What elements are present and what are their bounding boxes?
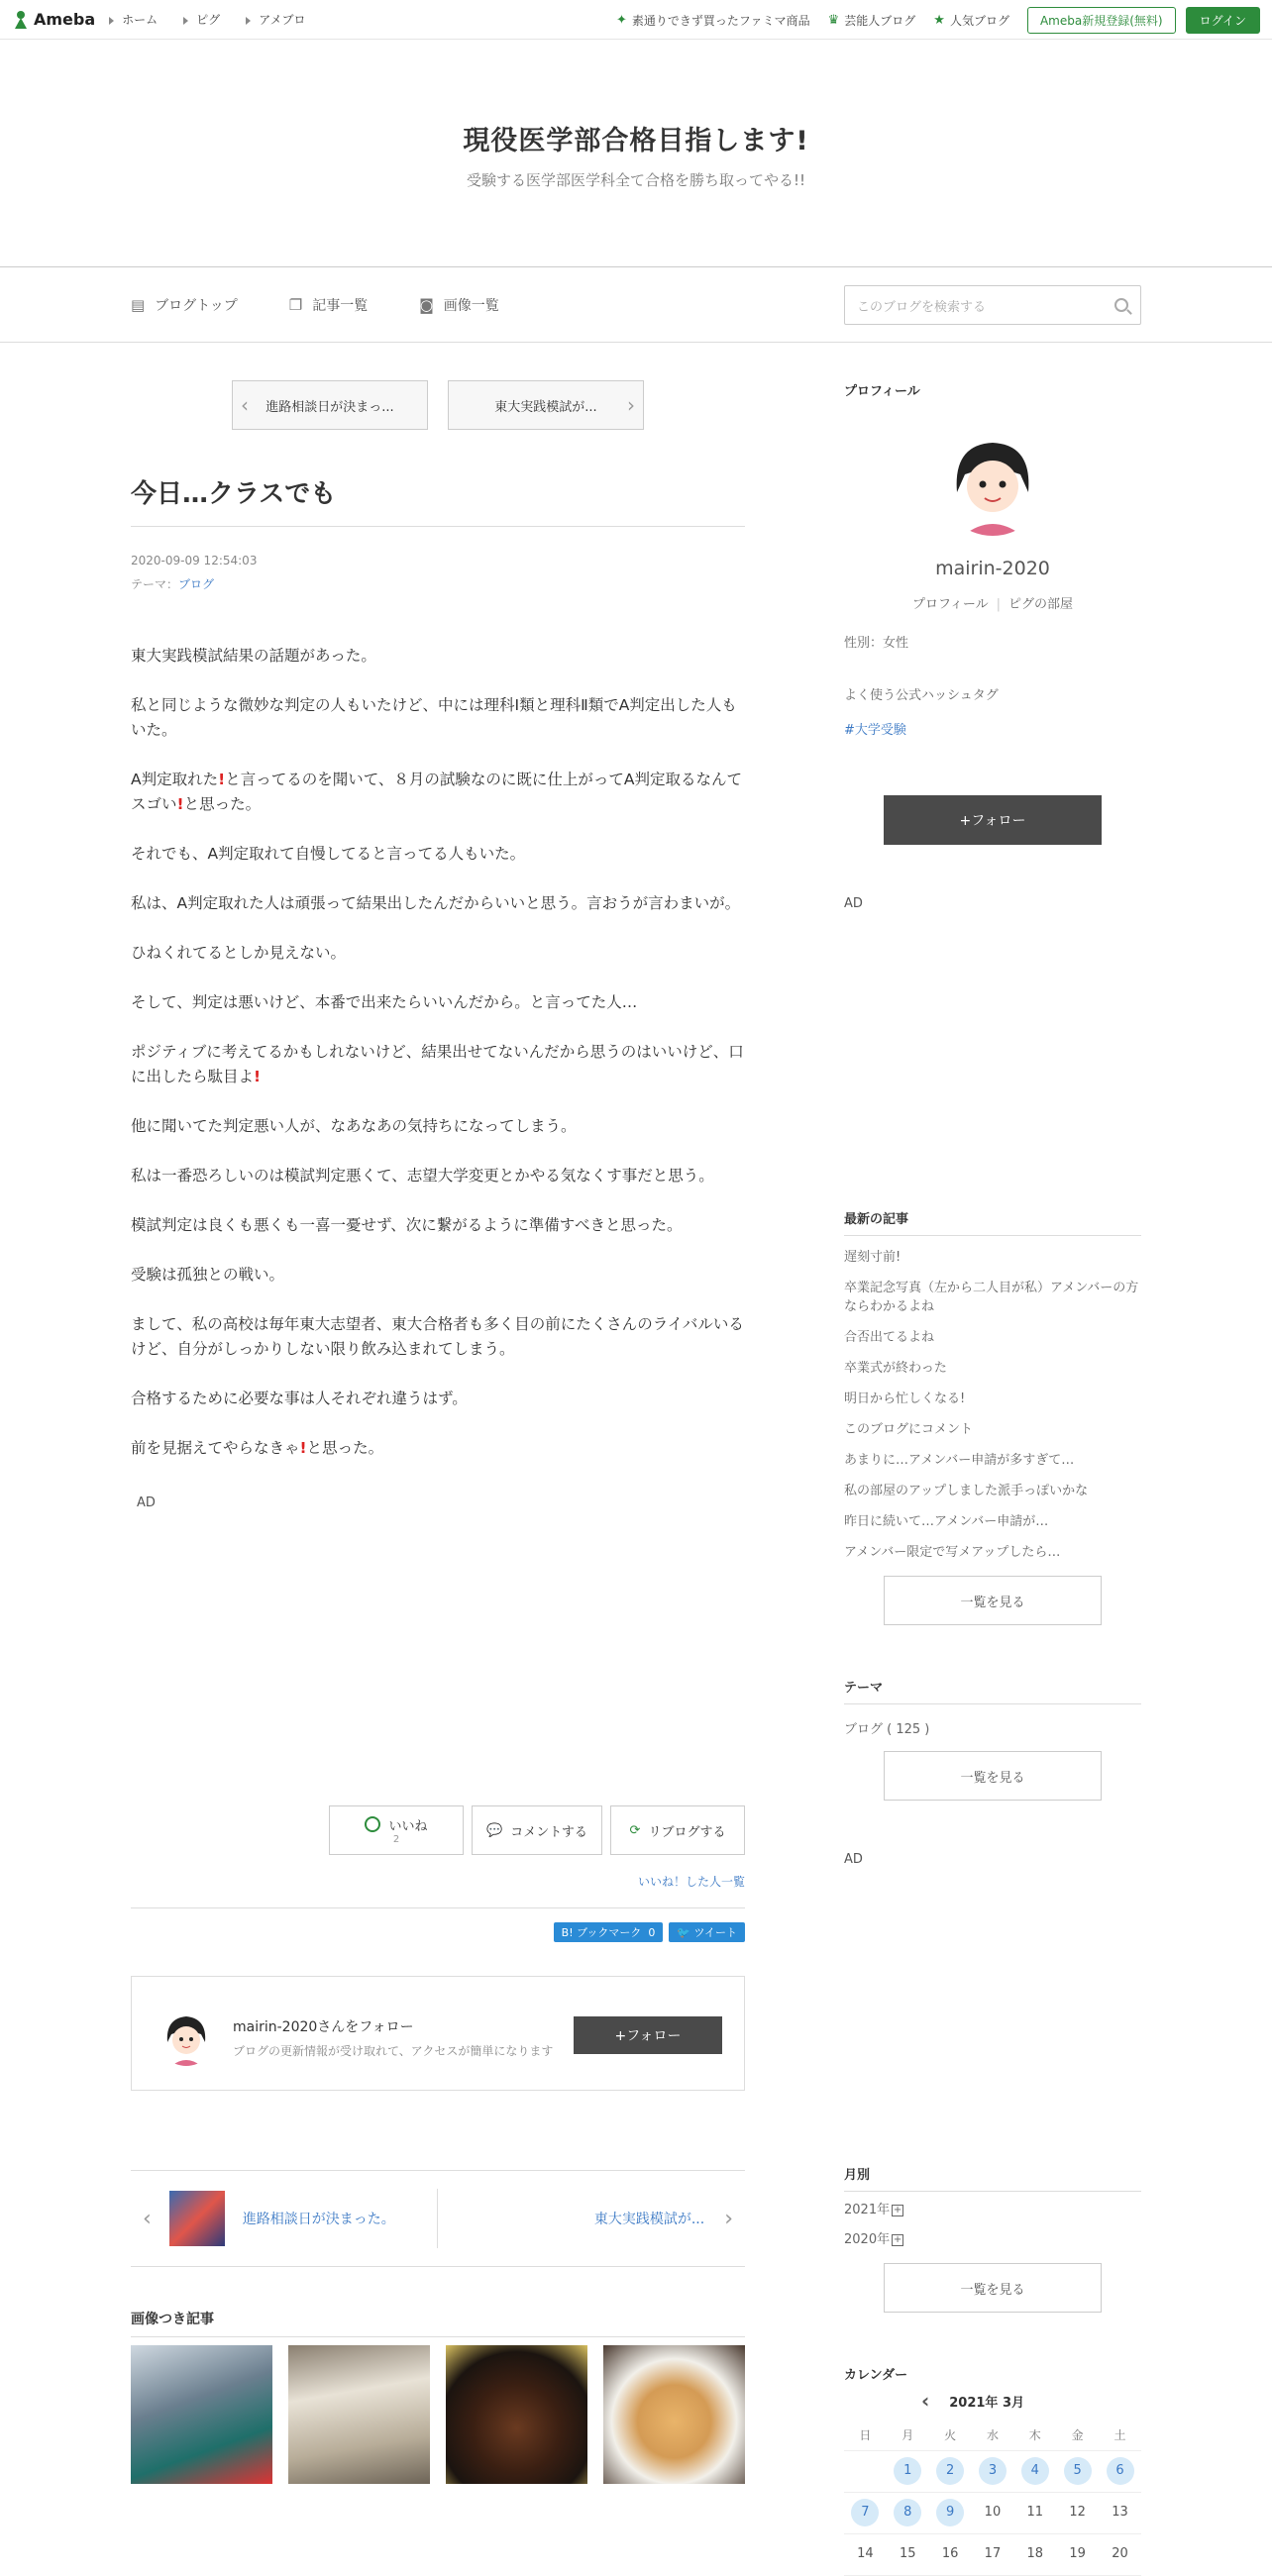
sidebar-follow-button[interactable]: +フォロー: [884, 795, 1102, 845]
recent-heading: 最新の記事: [844, 1208, 1141, 1236]
calendar-day: 18: [1026, 2546, 1044, 2561]
calendar-weekday: 月: [887, 2421, 929, 2450]
recent-posts-list: [844, 1242, 1141, 1568]
star-icon: ★: [933, 12, 945, 28]
image-post-thumb[interactable]: [288, 2345, 430, 2484]
recent-more-button[interactable]: 一覧を見る: [884, 1576, 1102, 1625]
post-pager-top: [131, 380, 745, 430]
calendar-day[interactable]: 8: [894, 2499, 921, 2526]
paragraph-text: 私は、A判定取れた人は頑張って結果出したんだからいいと思う。言おうが言わまいが。: [131, 894, 741, 912]
post-paragraph: [131, 1387, 745, 1411]
post-paragraph: [131, 1114, 745, 1139]
paragraph-text: 前を見据えてやらなきゃ: [131, 1439, 300, 1457]
calendar-heading: カレンダー: [844, 2368, 908, 2383]
post-paragraph: [131, 990, 745, 1015]
exclamation-icon: !: [299, 1439, 307, 1457]
theme-more-button[interactable]: 一覧を見る: [884, 1751, 1102, 1801]
sidebar-ad2-label: AD: [844, 1852, 863, 1867]
paragraph-text: と言ってるのを聞いて、８月の試験なのに既に仕上がってA判定取るなんてスゴい: [131, 771, 742, 813]
hashtag-link[interactable]: #大学受験: [844, 723, 906, 738]
calendar-day[interactable]: 6: [1107, 2457, 1134, 2485]
recent-post-link[interactable]: 昨日に続いて…アメンバー申請が…: [844, 1514, 1049, 1529]
recent-post-link[interactable]: 卒業式が終わった: [844, 1361, 947, 1376]
follow-avatar: [158, 2009, 215, 2066]
image-post-thumb[interactable]: [131, 2345, 272, 2484]
main-column: [131, 380, 745, 2484]
paragraph-text: と思った。: [306, 1439, 384, 1457]
monthly-more-button[interactable]: 一覧を見る: [884, 2263, 1102, 2313]
post-title: 今日…クラスでも: [131, 473, 745, 527]
sidebar-ad-label: AD: [844, 896, 863, 911]
post-paragraph: [131, 1164, 745, 1188]
recent-post-link[interactable]: アメンバー限定で写メアップしたら…: [844, 1545, 1061, 1560]
reblog-button[interactable]: ⟳ リブログする: [610, 1805, 745, 1855]
chevron-left-icon[interactable]: ‹: [920, 2389, 930, 2413]
calendar-day: 17: [984, 2546, 1002, 2561]
sidebar-ad-space: [844, 911, 1141, 1208]
calendar-table: [844, 2421, 1141, 2576]
exclamation-icon: !: [218, 771, 226, 788]
link-celebrity-blog[interactable]: ♛ 芸能人ブログ: [827, 12, 916, 28]
calendar-weekday: 日: [844, 2421, 887, 2450]
like-button[interactable]: いいね 2: [329, 1805, 464, 1855]
blog-search-input[interactable]: [844, 285, 1141, 325]
month-item[interactable]: 2020年 +: [844, 2232, 902, 2247]
paragraph-text: 模試判定は良くも悪くも一喜一憂せず、次に繋がるように準備すべきと思った。: [131, 1216, 683, 1234]
liked-users-link[interactable]: いいね！した人一覧: [637, 1875, 745, 1889]
link-popular-blog[interactable]: ★ 人気ブログ: [933, 12, 1009, 28]
blog-nav: [0, 267, 1272, 343]
profile-sex: 性別：女性: [844, 636, 909, 651]
header-right: [616, 0, 1260, 40]
follow-box: [131, 1976, 745, 2091]
profile-links: プロフィール | ピグの部屋: [911, 597, 1074, 612]
paragraph-text: A判定取れた: [131, 771, 219, 788]
calendar-day[interactable]: 9: [936, 2499, 964, 2526]
expand-plus-icon[interactable]: +: [893, 2233, 902, 2245]
calendar-day[interactable]: 5: [1064, 2457, 1092, 2485]
recent-post-link[interactable]: このブログにコメント: [844, 1422, 974, 1437]
image-posts-heading: 画像つき記事: [131, 2309, 745, 2337]
nav-pigg[interactable]: ピグ: [183, 11, 220, 28]
exclamation-icon: !: [254, 1068, 262, 1085]
sidebar-ad2-space: [844, 1867, 1141, 2164]
follow-desc: ブログの更新情報が受け取れて、アクセスが簡単になります: [233, 2044, 554, 2058]
calendar-day: 15: [899, 2546, 916, 2561]
calendar-weekday: 土: [1099, 2421, 1141, 2450]
calendar-day: 13: [1112, 2505, 1128, 2520]
sidebar: [844, 380, 1141, 2576]
nav-image-list[interactable]: ◙ 画像一覧: [419, 295, 499, 314]
pig-room-link[interactable]: ピグの部屋: [1008, 597, 1074, 612]
search-icon[interactable]: [1114, 298, 1128, 312]
calendar-day[interactable]: 4: [1021, 2457, 1049, 2485]
paragraph-text: まして、私の高校は毎年東大志望者、東大合格者も多く目の前にたくさんのライバルいるけど、自分がしっかりしない限り飲み込まれてしまう。: [131, 1315, 744, 1358]
calendar-day[interactable]: 3: [979, 2457, 1007, 2485]
profile-avatar[interactable]: [939, 429, 1046, 536]
recent-post-link[interactable]: 卒業記念写真（左から二人目が私）アメンバーの方ならわかるよね: [844, 1281, 1139, 1314]
nav-amebablog[interactable]: アメブロ: [246, 11, 305, 28]
ameba-logo-icon: [12, 9, 30, 31]
theme-heading: テーマ: [844, 1677, 1141, 1704]
sparkle-icon: ✦: [615, 12, 627, 28]
ad-space: [131, 1510, 745, 1805]
ad-label: AD: [137, 1495, 156, 1510]
calendar-day: 20: [1112, 2546, 1128, 2561]
calendar-day[interactable]: 2: [936, 2457, 964, 2485]
blog-header: [0, 40, 1272, 267]
paragraph-text: 私は一番恐ろしいのは模試判定悪くて、志望大学変更とかやる気なくす事だと思う。: [131, 1167, 714, 1185]
profile-username[interactable]: mairin-2020: [935, 558, 1050, 579]
calendar-weekday: 金: [1056, 2421, 1099, 2450]
calendar-day[interactable]: 1: [894, 2457, 921, 2485]
prev-post-button[interactable]: ‹ 進路相談日が決まっ...: [232, 380, 428, 430]
chevron-right-icon: ›: [724, 2206, 733, 2231]
chevron-left-icon: ‹: [143, 2206, 152, 2231]
copy-icon: ❐: [288, 295, 303, 314]
smile-icon: [365, 1816, 380, 1832]
ameba-logo[interactable]: [12, 9, 95, 31]
recent-post-link[interactable]: 明日から忙しくなる!: [844, 1391, 966, 1406]
prev-post-thumbnail: [169, 2191, 225, 2246]
monthly-heading: 月別: [844, 2164, 1141, 2192]
calendar-day: 19: [1069, 2546, 1086, 2561]
post-paragraph: [131, 1312, 745, 1362]
month-item[interactable]: 2021年 +: [844, 2203, 902, 2217]
reaction-buttons: [131, 1805, 745, 1855]
calendar-header: [844, 2389, 1141, 2413]
crown-icon: ♛: [827, 12, 840, 28]
calendar-weekday: 火: [929, 2421, 972, 2450]
theme-item-blog[interactable]: ブログ ( 125 ): [844, 1722, 930, 1737]
global-nav: [109, 11, 305, 28]
paragraph-text: 私と同じような微妙な判定の人もいたけど、中には理科Ⅰ類と理科Ⅱ類でA判定出した人もいた。: [131, 696, 737, 739]
paragraph-text: 他に聞いてた判定悪い人が、なあなあの気持ちになってしまう。: [131, 1117, 577, 1135]
reblog-icon: ⟳: [629, 1822, 641, 1838]
image-post-thumb[interactable]: [446, 2345, 587, 2484]
post-paragraph: [131, 644, 745, 669]
login-button[interactable]: ログイン: [1186, 7, 1260, 34]
calendar-day: [851, 2455, 879, 2483]
calendar-day: 16: [941, 2546, 959, 2561]
paragraph-text: そして、判定は悪いけど、本番で出来たらいいんだから。と言ってた人…: [131, 993, 638, 1011]
global-header: [0, 0, 1272, 40]
calendar-day: 12: [1069, 2505, 1086, 2520]
paragraph-text: ひねくれてるとしか見えない。: [131, 944, 347, 962]
calendar-day: 11: [1026, 2505, 1044, 2520]
post-paragraph: [131, 768, 745, 817]
profile-link[interactable]: プロフィール: [911, 597, 989, 612]
chevron-right-icon: ›: [627, 393, 635, 417]
post-paragraph: [131, 891, 745, 916]
paragraph-text: 受験は孤独との戦い。: [131, 1266, 285, 1284]
post-paragraph: [131, 941, 745, 966]
paragraph-text: 合格するために必要な事は人それぞれ違うはず。: [131, 1390, 468, 1407]
paragraph-text: ポジティブに考えてるかもしれないけど、結果出せてないんだから思うのはいいけど、口に出したら駄目よ: [131, 1043, 744, 1085]
recent-post-link[interactable]: 合否出てるよね: [844, 1330, 935, 1345]
image-post-thumb[interactable]: [603, 2345, 745, 2484]
blog-subtitle: 受験する医学部医学科全て合格を勝ち取ってやる!!: [466, 171, 806, 189]
calendar-day[interactable]: 7: [851, 2499, 879, 2526]
post-body: [131, 644, 745, 1461]
recent-post-link[interactable]: あまりに…アメンバー申請が多すぎて…: [844, 1453, 1075, 1468]
register-button[interactable]: Ameba新規登録(無料): [1027, 7, 1176, 34]
search-placeholder: このブログを検索する: [857, 299, 987, 315]
nav-entry-list[interactable]: ❐ 記事一覧: [288, 295, 369, 314]
next-post-link[interactable]: 東大実践模試が... ›: [593, 2206, 733, 2231]
post-date: 2020-09-09 12:54:03: [131, 554, 258, 567]
image-posts: [131, 2345, 745, 2484]
post-pager-bottom: [131, 2170, 745, 2267]
expand-plus-icon[interactable]: +: [893, 2204, 902, 2215]
recent-post-link[interactable]: 私の部屋のアップしました派手っぽいかな: [844, 1484, 1089, 1498]
calendar-month: 2021年 3月: [949, 2395, 1024, 2411]
paragraph-text: それでも、A判定取れて自慢してると言ってる人もいた。: [131, 845, 526, 863]
tweet-button[interactable]: 🐦 ツイート: [669, 1922, 745, 1942]
post-theme: テーマ：ブログ: [131, 577, 215, 591]
post-theme-link[interactable]: ブログ: [178, 577, 215, 591]
calendar-day: 10: [984, 2505, 1002, 2520]
hatena-bookmark-button[interactable]: B! ブックマーク 0: [554, 1922, 664, 1942]
prev-post-link[interactable]: ‹ 進路相談日が決まった。: [131, 2189, 438, 2248]
nav-home[interactable]: ホーム: [109, 11, 158, 28]
exclamation-icon: !: [176, 795, 184, 813]
comment-button[interactable]: 💬 コメントする: [472, 1805, 602, 1855]
document-icon: ▤: [131, 295, 146, 314]
post-paragraph: [131, 693, 745, 743]
follow-button[interactable]: +フォロー: [574, 2016, 722, 2054]
post-paragraph: [131, 1436, 745, 1461]
like-count: 2: [392, 1833, 400, 1845]
recent-post-link[interactable]: 遅刻寸前!: [844, 1250, 901, 1265]
blog-title[interactable]: 現役医学部合格目指します!: [463, 126, 809, 156]
paragraph-text: と思った。: [183, 795, 262, 813]
calendar-weekday: 木: [1013, 2421, 1056, 2450]
post-meta: [131, 549, 745, 596]
follow-name: mairin-2020さんをフォロー: [233, 2019, 414, 2035]
twitter-icon: 🐦: [677, 1926, 691, 1939]
next-post-button[interactable]: 東大実践模試が... ›: [448, 380, 644, 430]
profile-heading: プロフィール: [844, 384, 920, 399]
calendar-weekday: 水: [972, 2421, 1014, 2450]
paragraph-text: 東大実践模試結果の話題があった。: [131, 647, 376, 665]
calendar-day: 14: [857, 2546, 874, 2561]
post-paragraph: [131, 1263, 745, 1288]
speech-bubble-icon: 💬: [486, 1822, 503, 1838]
hashtag-heading: よく使う公式ハッシュタグ: [844, 688, 999, 703]
post-paragraph: [131, 1213, 745, 1238]
post-paragraph: [131, 842, 745, 867]
chevron-left-icon: ‹: [241, 393, 249, 417]
camera-icon: ◙: [419, 295, 434, 314]
post-paragraph: [131, 1040, 745, 1089]
ameba-logo-text: Ameba: [34, 10, 96, 29]
link-famima[interactable]: ✦ 素通りできず買ったファミマ商品: [615, 12, 810, 28]
nav-blog-top[interactable]: ▤ ブログトップ: [131, 295, 238, 314]
share-buttons: [131, 1922, 745, 1942]
